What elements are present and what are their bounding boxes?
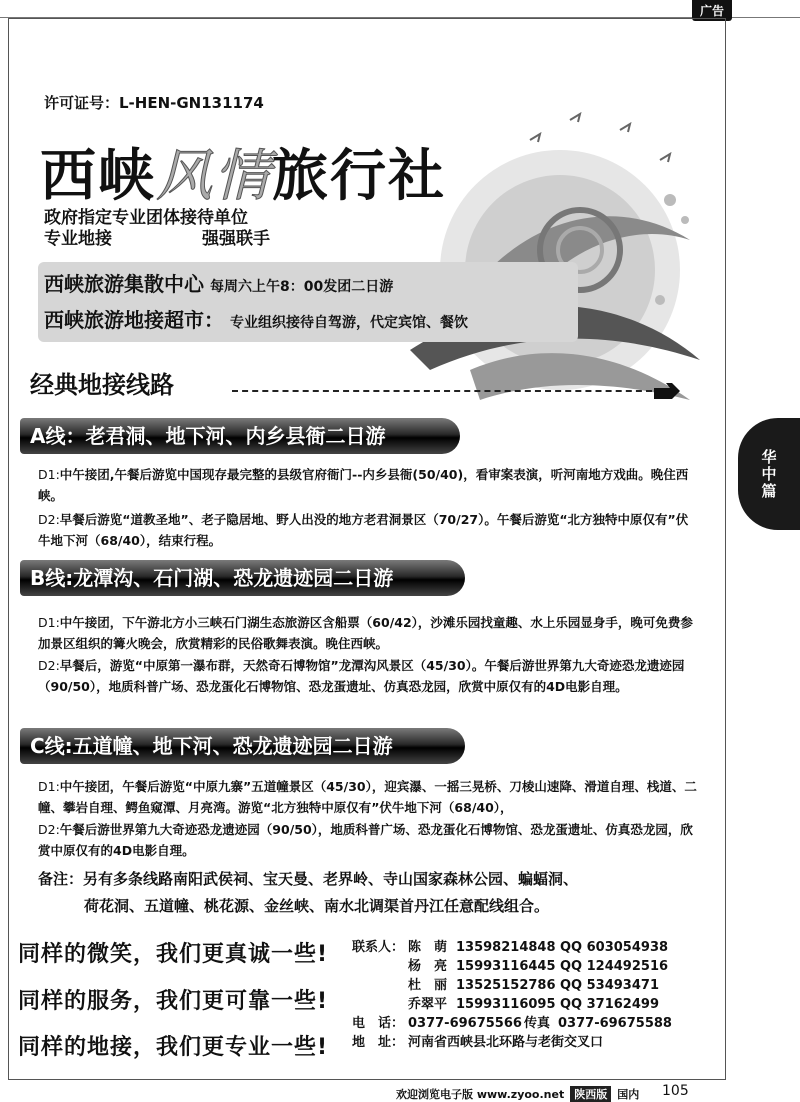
tel-row	[352, 1014, 672, 1033]
slogan-line2	[44, 224, 270, 249]
fax-number: 0377-69675588	[558, 1016, 672, 1031]
day-label: D1:	[38, 779, 60, 794]
remarks-line2: 荷花洞、五道幢、桃花源、金丝峡、南水北调渠首丹江任意配线组合。	[84, 897, 550, 915]
contact-block	[352, 938, 672, 1052]
route-b-day1	[38, 612, 698, 654]
day-text: 午餐后游世界第九大奇迹恐龙遗迹园（90/50），地质科普广场、恐龙蛋化石博物馆、恐龙蛋遗址、仿真恐龙园，欣赏中原仅有的4D电影自理。	[38, 822, 693, 858]
route-c-day1	[38, 776, 698, 818]
motto-2: 同样的服务，我们更可靠一些!	[18, 989, 329, 1014]
contact-phone[interactable]: 13525152786	[456, 978, 556, 993]
contact-phone[interactable]: 15993116445	[456, 959, 556, 974]
contact-name: 陈 萌	[408, 940, 448, 955]
route-a-day2	[38, 509, 698, 551]
route-a-day1	[38, 464, 698, 506]
motto-3: 同样的地接，我们更专业一些!	[18, 1035, 329, 1060]
slogan-line1: 政府指定专业团体接待单位	[44, 208, 248, 228]
day-text: 早餐后游览“道教圣地”、老子隐居地、野人出没的地方老君洞景区（70/27）。午餐后游览“北方独特中原仅有”伏牛地下河（68/40），结束行程。	[38, 512, 689, 548]
edition-tag: 陕西版	[570, 1086, 611, 1102]
day-label: D2:	[38, 512, 60, 527]
contact-qq: QQ 37162499	[560, 997, 659, 1012]
contact-row	[352, 995, 672, 1014]
contact-label: 联系人：	[352, 940, 405, 955]
title-part3: 旅行社	[272, 144, 446, 209]
pointing-hand-icon	[652, 380, 682, 402]
dashed-leader	[232, 390, 652, 392]
contact-qq: QQ 603054938	[560, 940, 669, 955]
route-a-title: A线：老君洞、地下河、内乡县衙二日游	[20, 418, 460, 454]
center-line2-main: 西峡旅游地接超市：	[44, 308, 224, 332]
day-text: 中午接团,午餐后游览中国现存最完整的县级官府衙门--内乡县衙(50/40)，看审案表演，听河南地方戏曲。晚住西峡。	[38, 467, 689, 503]
section-title: 经典地接线路	[30, 371, 174, 399]
route-c-day2	[38, 819, 698, 861]
side-tab-label: 华中篇	[759, 448, 778, 500]
center-line2-sub: 专业组织接待自驾游，代定宾馆、餐饮	[230, 315, 468, 331]
contact-name: 杜 丽	[408, 978, 448, 993]
contact-name: 杨 亮	[408, 959, 448, 974]
route-b-day2	[38, 655, 698, 697]
page-number: 105	[662, 1083, 689, 1099]
footer-text[interactable]: 欢迎浏览电子版 www.zyoo.net	[396, 1088, 565, 1101]
title-part2: 风情	[156, 144, 272, 209]
center-line1-sub: 每周六上午8：00发团二日游	[210, 279, 394, 295]
day-label: D1:	[38, 467, 60, 482]
contact-phone[interactable]: 15993116095	[456, 997, 556, 1012]
day-text: 早餐后，游览“中原第一瀑布群，天然奇石博物馆”龙潭沟风景区（45/30）。午餐后游世界第九大奇迹恐龙遗迹园（90/50），地质科普广场、恐龙蛋化石博物馆、恐龙蛋遗址、仿真恐龙园，欣赏中原仅有的4D电影自理。	[38, 658, 685, 694]
contact-row	[352, 976, 672, 995]
slogan-a: 专业地接	[44, 229, 112, 249]
day-label: D2:	[38, 658, 60, 673]
contact-qq: QQ 53493471	[560, 978, 659, 993]
side-tab[interactable]	[738, 418, 800, 530]
contact-row	[352, 938, 672, 957]
remarks-line1: 备注：另有多条线路南阳武侯祠、宝天曼、老界岭、寺山国家森林公园、蝙蝠洞、	[38, 870, 579, 888]
center-line2	[44, 304, 468, 333]
slogan-b: 强强联手	[202, 229, 270, 249]
route-b-title: B线:龙潭沟、石门湖、恐龙遗迹园二日游	[20, 560, 465, 596]
tel-number[interactable]: 0377-69675566	[408, 1016, 522, 1031]
remarks	[38, 866, 708, 920]
contact-row	[352, 957, 672, 976]
route-c-title: C线:五道幢、地下河、恐龙遗迹园二日游	[20, 728, 465, 764]
day-label: D1:	[38, 615, 60, 630]
title-part1: 西峡	[40, 144, 156, 209]
day-text: 中午接团，下午游北方小三峡石门湖生态旅游区含船票（60/42），沙滩乐园找童趣、水上乐园显身手，晚可免费参加景区组织的篝火晚会，欣赏精彩的民俗歌舞表演。晚住西峡。	[38, 615, 693, 651]
contact-name: 乔翠平	[408, 997, 448, 1012]
day-label: D2:	[38, 822, 60, 837]
motto-1: 同样的微笑，我们更真诚一些!	[18, 942, 329, 967]
contact-phone[interactable]: 13598214848	[456, 940, 556, 955]
address-text: 河南省西峡县北环路与老街交叉口	[408, 1035, 604, 1050]
address-label: 地 址：	[352, 1035, 405, 1050]
agency-title	[40, 132, 446, 212]
contact-qq: QQ 124492516	[560, 959, 669, 974]
ad-tag: 广告	[692, 0, 732, 21]
tel-label: 电 话：	[352, 1016, 405, 1031]
day-text: 中午接团，午餐后游览“中原九寨”五道幢景区（45/30），迎宾瀑、一摇三晃桥、刀棱山速降、滑道自理、栈道、二幢、攀岩自理、鳄鱼窥潭、月亮湾。游览“北方独特中原仅有”伏牛地下河（68/40），	[38, 779, 697, 815]
footer-section: 国内	[617, 1088, 640, 1101]
center-line1-main: 西峡旅游集散中心	[44, 272, 204, 296]
address-row	[352, 1033, 672, 1052]
center-line1	[44, 268, 393, 297]
fax-label: 传真	[524, 1016, 551, 1031]
license-number: 许可证号：L-HEN-GN131174	[44, 94, 264, 112]
